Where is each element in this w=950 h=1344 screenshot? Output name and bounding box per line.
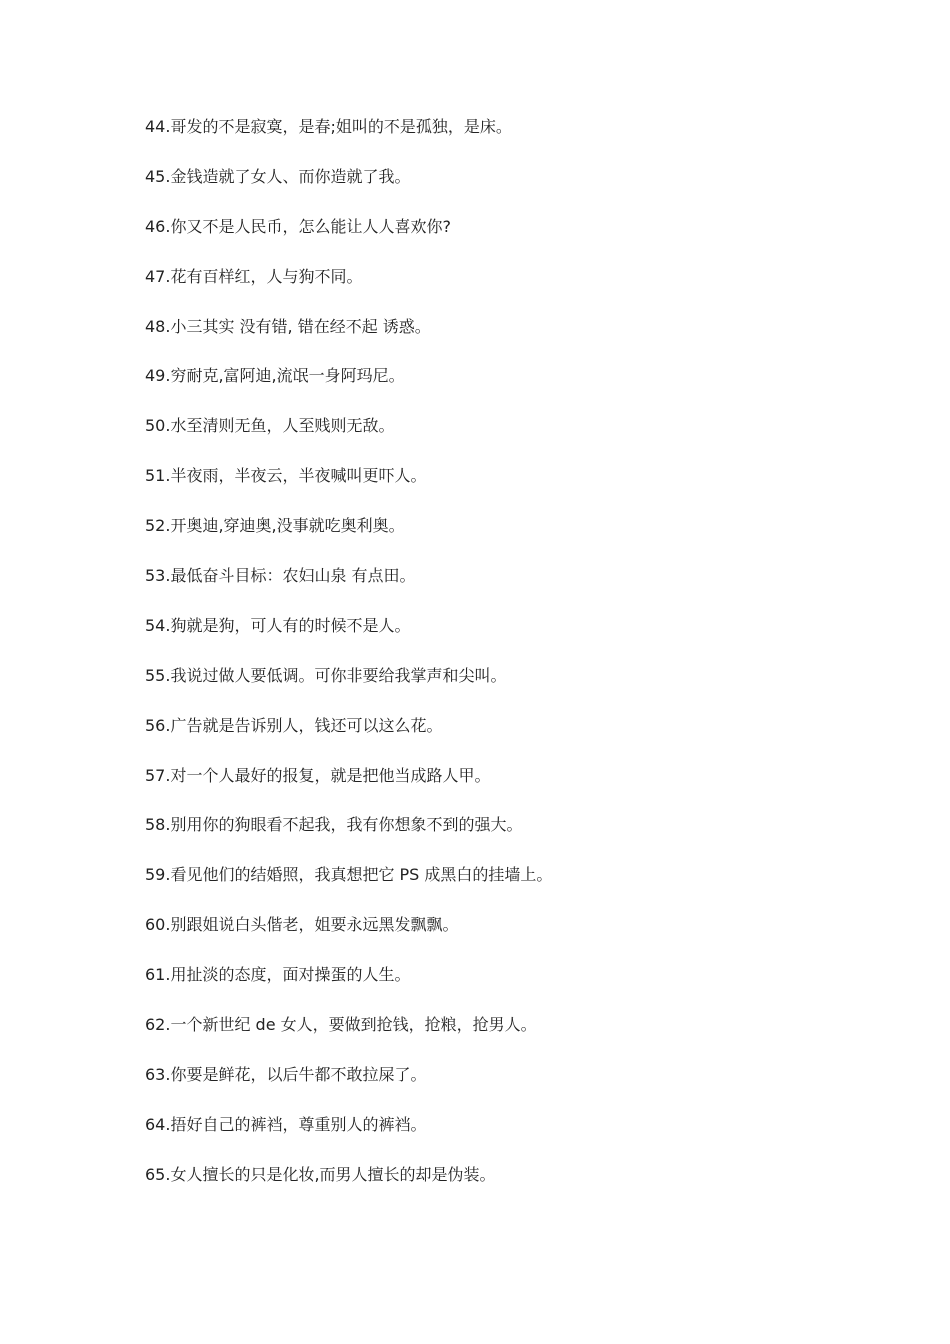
quote-line-57: 57.对一个人最好的报复，就是把他当成路人甲。 — [145, 765, 491, 785]
quote-line-52: 52.开奥迪,穿迪奥,没事就吃奥利奥。 — [145, 516, 405, 536]
quote-line-47: 47.花有百样红，人与狗不同。 — [145, 266, 363, 286]
quote-line-50: 50.水至清则无鱼，人至贱则无敌。 — [145, 416, 395, 436]
quote-line-48: 48.小三其实 没有错, 错在经不起 诱惑。 — [145, 316, 431, 336]
quote-line-53: 53.最低奋斗目标：农妇山泉 有点田。 — [145, 566, 416, 586]
quote-list — [145, 115, 905, 1213]
quote-line-46: 46.你又不是人民币，怎么能让人人喜欢你? — [145, 216, 451, 236]
quote-line-44: 44.哥发的不是寂寞，是春;姐叫的不是孤独，是床。 — [145, 117, 512, 136]
quote-line-62: 62.一个新世纪 de 女人，要做到抢钱，抢粮，抢男人。 — [145, 1015, 537, 1035]
quote-line-60: 60.别跟姐说白头偕老，姐要永远黑发飘飘。 — [145, 915, 459, 935]
quote-line-61: 61.用扯淡的态度，面对操蛋的人生。 — [145, 965, 411, 985]
quote-line-63: 63.你要是鲜花，以后牛都不敢拉屎了。 — [145, 1064, 427, 1084]
quote-line-49: 49.穷耐克,富阿迪,流氓一身阿玛尼。 — [145, 366, 405, 386]
quote-line-45: 45.金钱造就了女人、而你造就了我。 — [145, 166, 411, 186]
quote-line-54: 54.狗就是狗，可人有的时候不是人。 — [145, 615, 411, 635]
quote-line-65: 65.女人擅长的只是化妆,而男人擅长的却是伪装。 — [145, 1164, 496, 1184]
quote-line-59: 59.看见他们的结婚照，我真想把它 PS 成黑白的挂墙上。 — [145, 865, 553, 885]
quote-line-58: 58.别用你的狗眼看不起我，我有你想象不到的强大。 — [145, 815, 523, 835]
quote-line-56: 56.广告就是告诉别人，钱还可以这么花。 — [145, 715, 443, 735]
quote-line-64: 64.捂好自己的裤裆，尊重别人的裤裆。 — [145, 1114, 427, 1134]
quote-line-51: 51.半夜雨，半夜云，半夜喊叫更吓人。 — [145, 466, 427, 486]
quote-line-55: 55.我说过做人要低调。可你非要给我掌声和尖叫。 — [145, 665, 507, 685]
